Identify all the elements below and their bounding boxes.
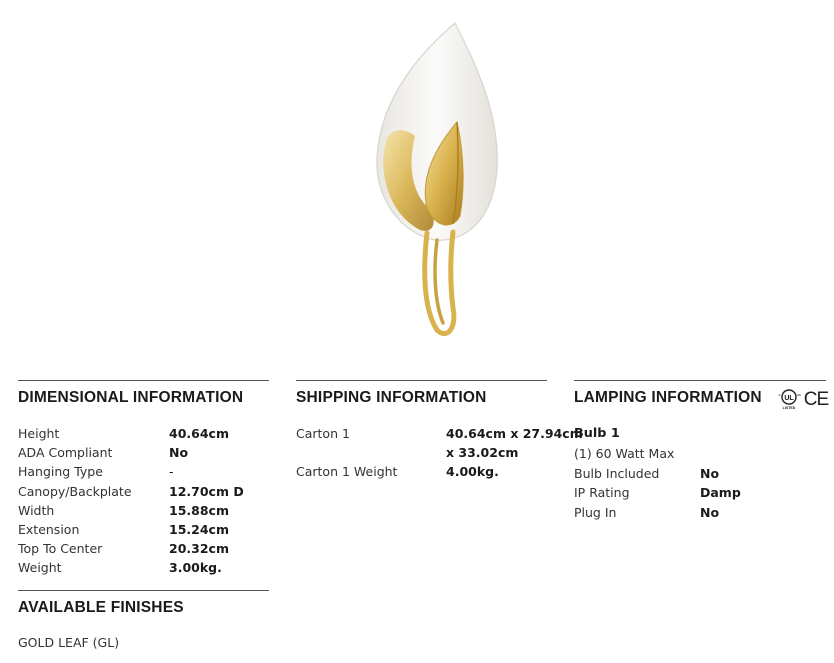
svg-text:c: c [778, 392, 781, 397]
spec-label: Bulb Included [574, 466, 660, 481]
spec-value: x 33.02cm [446, 445, 519, 461]
spec-value: 12.70cm D [169, 483, 244, 499]
spec-label: Plug In [574, 505, 617, 521]
spec-row [296, 424, 583, 443]
spec-row [18, 424, 269, 443]
spec-row [18, 482, 269, 501]
spec-row [18, 501, 269, 520]
spec-value: 40.64cm x 27.94cm [446, 426, 583, 441]
spec-label: Carton 1 Weight [296, 464, 398, 480]
spec-label: Width [18, 502, 55, 518]
spec-row [574, 464, 826, 483]
svg-text:us: us [797, 393, 801, 397]
spec-value: Damp [700, 485, 741, 501]
dimensional-heading: DIMENSIONAL INFORMATION [18, 389, 244, 406]
spec-row [574, 483, 826, 503]
dimensional-section [18, 380, 269, 578]
section-divider [296, 380, 547, 381]
spec-value: No [169, 445, 189, 461]
spec-row [18, 539, 269, 558]
section-divider [574, 380, 826, 381]
spec-value: 15.88cm [169, 502, 229, 518]
spec-label: Height [18, 426, 60, 441]
spec-value: No [700, 466, 720, 481]
spec-value: 40.64cm [169, 426, 229, 441]
shipping-section [296, 380, 583, 482]
ul-mark-text: UL [784, 395, 794, 402]
spec-row-continued [296, 443, 547, 462]
finish-item [18, 633, 269, 652]
spec-label: Canopy/Backplate [18, 483, 132, 499]
ce-mark-icon [803, 388, 829, 408]
spec-row [574, 503, 826, 522]
spec-value: - [169, 464, 174, 480]
finishes-heading: AVAILABLE FINISHES [18, 599, 184, 616]
finishes-section [18, 590, 269, 652]
lamping-heading: LAMPING INFORMATION [574, 389, 762, 406]
bulb-title: Bulb 1 [574, 426, 620, 441]
ul-listed-icon [776, 388, 802, 410]
shipping-heading: SHIPPING INFORMATION [296, 389, 487, 406]
spec-row [18, 443, 269, 462]
spec-label: Extension [18, 521, 80, 537]
finish-label: GOLD LEAF (GL) [18, 635, 120, 650]
spec-value: 20.32cm [169, 541, 229, 557]
spec-label: IP Rating [574, 485, 630, 501]
spec-row [18, 558, 269, 577]
spec-row [296, 462, 547, 481]
section-divider [18, 380, 269, 381]
spec-label: Hanging Type [18, 464, 103, 480]
bulb-spec: (1) 60 Watt Max [574, 446, 675, 461]
spec-label: Top To Center [18, 541, 103, 557]
product-image [365, 18, 515, 340]
spec-value: 4.00kg. [446, 464, 499, 480]
spec-row [18, 462, 269, 481]
spec-value: 3.00kg. [169, 560, 222, 576]
ce-mark-text: CE [803, 389, 829, 408]
ul-listed-text: LISTED [782, 406, 796, 410]
spec-value: No [700, 505, 720, 521]
spec-label: Carton 1 [296, 426, 350, 441]
spec-value: 15.24cm [169, 521, 229, 537]
spec-label: Weight [18, 560, 62, 576]
section-divider [18, 590, 269, 591]
spec-row [18, 520, 269, 539]
spec-label: ADA Compliant [18, 445, 113, 461]
